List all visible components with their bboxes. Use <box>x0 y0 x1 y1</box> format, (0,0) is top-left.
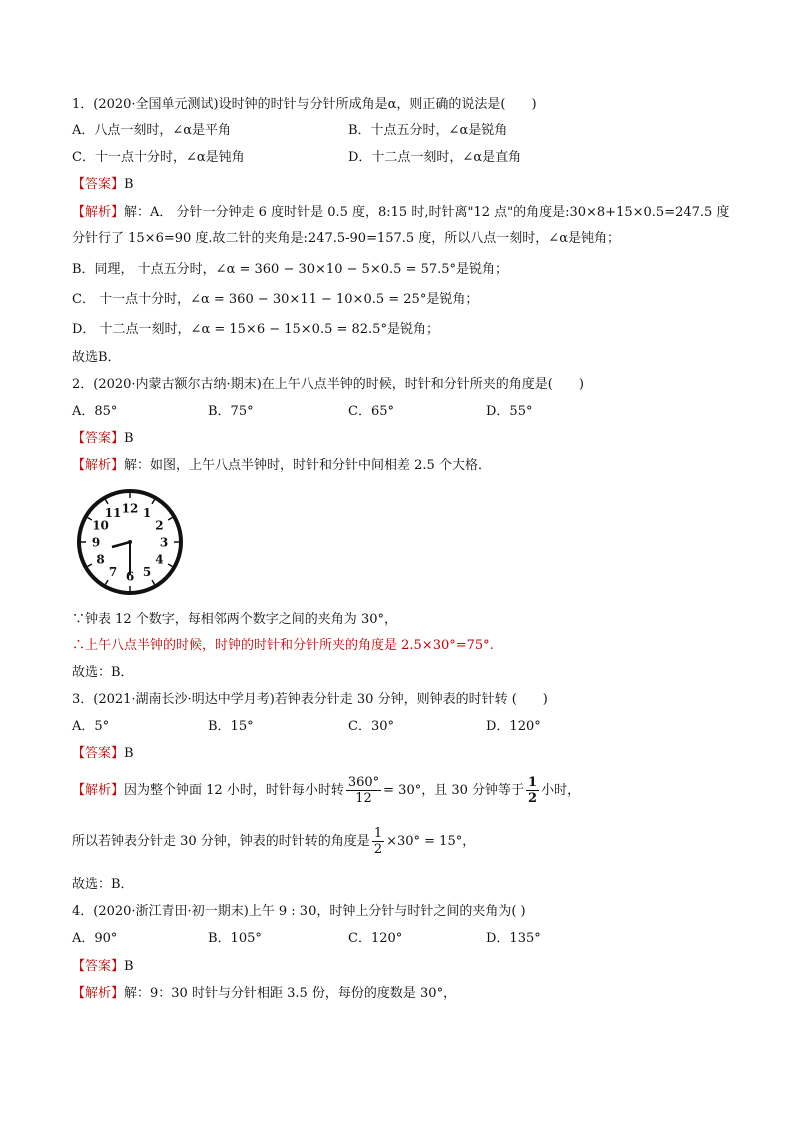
analysis-text: 因为整个钟面 12 小时，时针每小时转 <box>124 783 344 798</box>
q2-option-b: B．75° <box>208 404 254 419</box>
clock-tick <box>168 518 172 521</box>
clock-tick <box>106 580 109 584</box>
q3-option-d: D．120° <box>486 719 541 734</box>
answer-value: B <box>124 177 134 192</box>
q3-option-c: C．30° <box>348 719 394 734</box>
clock-number: 7 <box>108 564 118 579</box>
fraction-denominator: 2 <box>373 842 383 857</box>
q1-analysis-line-3: B．同理， 十点五分时，∠α = 360 − 30×10 − 5×0.5 = 57.5°是锐角； <box>72 262 509 277</box>
clock-tick <box>168 564 172 567</box>
clock-number: 4 <box>155 552 164 567</box>
q1-analysis-line-5: D． 十二点一刻时，∠α = 15×6 − 15×0.5 = 82.5°是锐角； <box>72 322 439 337</box>
q2-analysis-line-1 <box>72 457 491 475</box>
q4-stem: 4．(2020·浙江青田·初一期末)上午 9 : 30，时钟上分针与时针之间的夹角为( ) <box>72 904 526 919</box>
q4-option-d: D．135° <box>486 931 541 946</box>
clock-center <box>128 540 132 544</box>
q2-analysis-line-2: ∵钟表 12 个数字，每相邻两个数字之间的夹角为 30°， <box>72 612 397 627</box>
fraction-half <box>526 775 539 806</box>
analysis-text: 所以若钟表分针走 30 分钟，钟表的时针转的角度是 <box>72 834 370 849</box>
q1-analysis-line-2: 分针行了 15×6=90 度.故二针的夹角是:247.5-90=157.5 度，所以八点一刻时，∠α是钝角； <box>72 231 620 246</box>
q2-stem: 2．(2020·内蒙古额尔古纳·期末)在上午八点半钟的时候，时针和分针所夹的角度是( ) <box>72 377 584 392</box>
clock-number: 12 <box>121 501 139 516</box>
q4-option-c: C．120° <box>348 931 403 946</box>
fraction-denominator: 2 <box>528 791 538 806</box>
q1-option-a: A．八点一刻时，∠α是平角 <box>72 123 232 138</box>
analysis-tag: 【解析】 <box>72 986 125 1001</box>
answer-tag: 【答案】 <box>72 959 125 974</box>
fraction-numerator: 360° <box>347 775 380 790</box>
fraction-denominator: 12 <box>355 791 372 806</box>
analysis-text: 解：9：30 时针与分针相距 3.5 份，每份的度数是 30°， <box>124 986 457 1001</box>
answer-value: B <box>124 431 134 446</box>
clock-number: 3 <box>159 535 169 550</box>
q1-conclusion: 故选B． <box>72 350 121 365</box>
q1-answer <box>72 176 134 194</box>
q4-analysis-line-1 <box>72 985 456 1003</box>
q2-option-d: D．55° <box>486 404 533 419</box>
q3-stem: 3．(2021·湖南长沙·明达中学月考)若钟表分针走 30 分钟，则钟表的时针转 ( ) <box>72 692 548 707</box>
clock-tick <box>88 564 92 567</box>
fraction-numerator: 1 <box>528 775 538 790</box>
q2-option-c: C．65° <box>348 404 394 419</box>
q1-option-c: C．十一点十分时，∠α是钝角 <box>72 150 245 165</box>
clock-number: 5 <box>142 564 152 579</box>
q1-option-b: B．十点五分时，∠α是锐角 <box>348 123 508 138</box>
fraction-half <box>372 826 384 857</box>
q2-analysis-line-3: ∴上午八点半钟的时候，时钟的时针和分针所夹的角度是 2.5×30°=75°. <box>72 638 494 653</box>
analysis-text: = 30°，且 30 分钟等于 <box>383 783 525 798</box>
analysis-text: 解：如图，上午八点半钟时，时针和分针中间相差 2.5 个大格． <box>124 458 491 473</box>
clock-number: 9 <box>91 535 101 550</box>
clock-tick <box>152 580 155 584</box>
fraction-360-12 <box>346 775 381 806</box>
q1-stem: 1．(2020·全国单元测试)设时钟的时针与分针所成角是α，则正确的说法是( ) <box>72 97 537 112</box>
fraction-numerator: 1 <box>373 826 383 841</box>
clock-number: 10 <box>92 518 109 533</box>
answer-tag: 【答案】 <box>72 177 125 192</box>
q1-analysis-line-1 <box>72 204 729 222</box>
q2-conclusion: 故选：B． <box>72 665 134 680</box>
clock-number: 8 <box>96 552 105 567</box>
analysis-text: ×30° = 15°， <box>386 834 476 849</box>
q1-option-d: D．十二点一刻时，∠α是直角 <box>348 150 522 165</box>
analysis-text: 小时， <box>541 783 581 798</box>
hour-hand <box>112 542 130 547</box>
analysis-tag: 【解析】 <box>72 205 125 220</box>
clock-tick <box>106 500 109 504</box>
answer-tag: 【答案】 <box>72 746 125 761</box>
q4-option-a: A．90° <box>72 931 118 946</box>
clock-tick <box>152 500 155 504</box>
clock-figure <box>75 487 185 597</box>
clock-number: 6 <box>125 569 135 584</box>
q3-answer <box>72 745 134 763</box>
q2-option-a: A．85° <box>72 404 118 419</box>
q3-analysis-line-1 <box>72 775 580 806</box>
answer-tag: 【答案】 <box>72 431 125 446</box>
analysis-tag: 【解析】 <box>72 458 125 473</box>
q3-option-b: B．15° <box>208 719 254 734</box>
q2-answer <box>72 430 134 448</box>
analysis-tag: 【解析】 <box>72 783 125 798</box>
q3-analysis-line-2 <box>72 826 475 857</box>
q4-answer <box>72 958 134 976</box>
clock-number: 1 <box>142 506 152 521</box>
answer-value: B <box>124 746 134 761</box>
clock-number: 2 <box>155 518 164 533</box>
q3-option-a: A．5° <box>72 719 110 734</box>
answer-value: B <box>124 959 134 974</box>
analysis-text: 解：A． 分针一分钟走 6 度时针是 0.5 度，8:15 时,时针离"12 点"的角度是:30×8+15×0.5=247.5 度 <box>124 205 730 220</box>
q3-conclusion: 故选：B． <box>72 877 134 892</box>
q1-analysis-line-4: C． 十一点十分时，∠α = 360 − 30×11 − 10×0.5 = 25°是锐角； <box>72 292 479 307</box>
clock-number: 11 <box>104 506 122 521</box>
q4-option-b: B．105° <box>208 931 262 946</box>
